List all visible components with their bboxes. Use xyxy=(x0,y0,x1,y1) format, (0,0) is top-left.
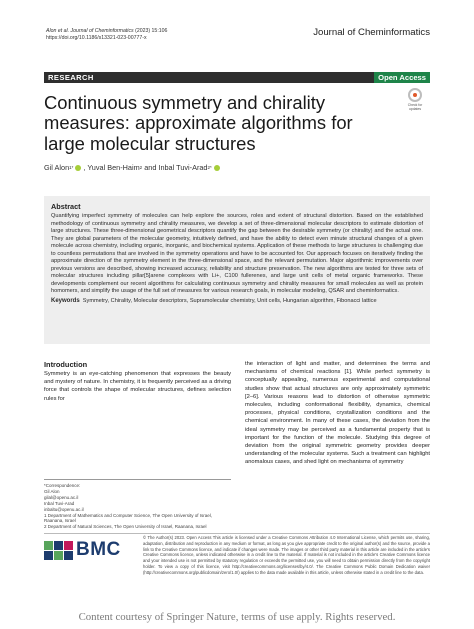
introduction-heading: Introduction xyxy=(44,360,88,369)
affiliation: 2 Department of Natural Sciences, The Open University of Israel, Raanana, Israel xyxy=(44,524,207,530)
bmc-logo[interactable] xyxy=(44,539,134,561)
bmc-logo-square xyxy=(54,541,63,550)
article-title: Continuous symmetry and chirality measures: approximate algorithms for large molecular structures xyxy=(44,92,353,154)
citation-text: Alon et al. Journal of Cheminformatics xyxy=(46,28,134,34)
keywords-line xyxy=(51,298,423,306)
abstract-heading: Abstract xyxy=(51,202,81,211)
correspondence-email[interactable]: inbaltu@openu.ac.il xyxy=(44,506,84,512)
correspondence-note xyxy=(44,479,231,530)
correspondence-email[interactable]: gilal@openu.ac.il xyxy=(44,494,79,500)
keywords-label: Keywords xyxy=(51,298,80,305)
author-affiliation-mark: 2* xyxy=(207,165,212,170)
affiliation: 1 Department of Mathematics and Computer Science, The Open University of Israel, Raanana, Israel xyxy=(44,512,212,524)
bmc-logo-text: BMC xyxy=(76,539,121,560)
author-name[interactable]: and Inbal Tuvi-Arad xyxy=(142,163,208,172)
doi-link[interactable]: https://doi.org/10.1186/s13321-023-00777-x xyxy=(46,35,147,41)
bmc-logo-square xyxy=(44,541,53,550)
check-updates-badge[interactable] xyxy=(402,88,428,111)
bmc-logo-square xyxy=(64,551,73,560)
article-type-label: RESEARCH xyxy=(48,73,94,82)
right-column xyxy=(245,360,430,467)
check-updates-label: Check for updates xyxy=(407,103,423,111)
check-updates-icon xyxy=(408,88,422,102)
bmc-logo-square xyxy=(44,551,53,560)
footer-divider xyxy=(44,533,430,534)
correspondence-name: Gil Alon xyxy=(44,488,60,494)
introduction-text-right: the interaction of light and matter, and determines the terms and mechanisms of chemical reactions [1]. While perfect symmetry is conceptually appealing, numerous experimental and computational studies show that actual structures are only approximately symmetric [2–6]. Various reasons lead to distortion of otherwise symmetric molecules, including conformational flexibility, dynamics, chemical processes, physical conditions, crystallization conditions and the chemical environment. In many of these cases, the deviation from the ideal symmetry may be perceived as a fundamental property that is important for the function of the molecule. Studying this degree of deviation from the original symmetric geometry provides deeper understanding of the molecular systems. Such a treatment can highlight anomalous cases, and shed light on mechanisms of symmetry xyxy=(245,361,430,466)
author-name[interactable]: Gil Alon xyxy=(44,163,70,172)
citation-year: (2023) 15:106 xyxy=(135,28,168,34)
citation-header xyxy=(46,28,167,42)
license-text: © The Author(s) 2023. Open Access This article is licensed under a Creative Commons Attribution 4.0 International License, which permits use, sharing, adaptation, distribution and reproduction in any medium or format, as long as you give appropriate credit to the original author(s) and the source, provide a link to the Creative Commons licence, and indicate if changes were made. The images or other third party material in this article are included in the article's Creative Commons licence, unless indicated otherwise in a credit line to the material. If material is not included in the article's Creative Commons licence and your intended use is not permitted by statutory regulation or exceeds the permitted use, you will need to obtain permission directly from the copyright holder. To view a copy of this licence, visit http://creativecommons.org/licenses/by/4.0/. The Creative Commons Public Domain Dedication waiver (http://creativecommons.org/publicdomain/zero/1.0/) applies to the data made available in this article, unless otherwise stated in a credit line to the data. xyxy=(143,535,430,575)
abstract-box xyxy=(44,196,430,344)
author-name[interactable]: , Yuval Ben-Haim xyxy=(83,163,140,172)
journal-name: Journal of Cheminformatics xyxy=(313,27,430,38)
keywords-text: Symmetry, Chirality, Molecular descriptors, Supramolecular chemistry, Unit cells, Hungarian algorithm, Fibonacci lattice xyxy=(82,298,377,305)
open-access-badge: Open Access xyxy=(374,72,430,83)
author-affiliation-mark: 2 xyxy=(139,165,143,170)
courtesy-notice: Content courtesy of Springer Nature, terms of use apply. Rights reserved. xyxy=(78,611,396,623)
correspondence-name: Inbal Tuvi-Arad xyxy=(44,500,75,506)
introduction-text-left: Symmetry is an eye-catching phenomenon that expresses the beauty and mystery of nature. In chemistry, it is frequently perceived as a driving force that controls the shape of molecular structures, defines selection rules for xyxy=(44,371,231,402)
orcid-icon[interactable] xyxy=(75,165,81,171)
orcid-icon[interactable] xyxy=(214,165,220,171)
article-type-banner xyxy=(44,72,430,83)
bmc-logo-square xyxy=(54,551,63,560)
author-list xyxy=(44,163,222,172)
correspondence-label: *Correspondence: xyxy=(44,483,81,488)
abstract-text: Quantifying imperfect symmetry of molecules can help explore the sources, roles and extent of structural distortion. Based on the established methodology of continuous symmetry and chirality measures, we develop a set of three-dimensional molecular descriptors to estimate distortion of large structures. These three-dimensional geometrical descriptors quantify the gap between the desirable symmetry (or chirality) and the actual one. They are global parameters of the molecular geometry, intuitively defined, and have the ability to detect even minute structural changes of a given molecule across chemistry, including organic, inorganic, and biochemical systems. Application of these methods to large structures is challenging due to countless permutations that are involved in the symmetry operations and have to be accounted for. Our approach focuses on iteratively finding the approximate direction of the symmetry element in the three-dimensional space, and the relevant permutation. Major algorithmic improvements over previous versions are described, showing increased accuracy, reliability and structure preservation. The new algorithms are tested for three sets of molecular structures including pillar[5]arene complexes with Li+, C100 fullerenes, and large unit cells of metal organic frameworks. These developments complement our recent algorithms for calculating continuous symmetry and chirality measures for small molecules as well as protein homomers, and simplify the usage of the full set of measures for various research goals, in molecular modeling, QSAR and cheminformatics. xyxy=(51,213,423,295)
left-column xyxy=(44,360,231,403)
author-affiliation-mark: 1* xyxy=(69,165,74,170)
bmc-logo-square xyxy=(64,541,73,550)
